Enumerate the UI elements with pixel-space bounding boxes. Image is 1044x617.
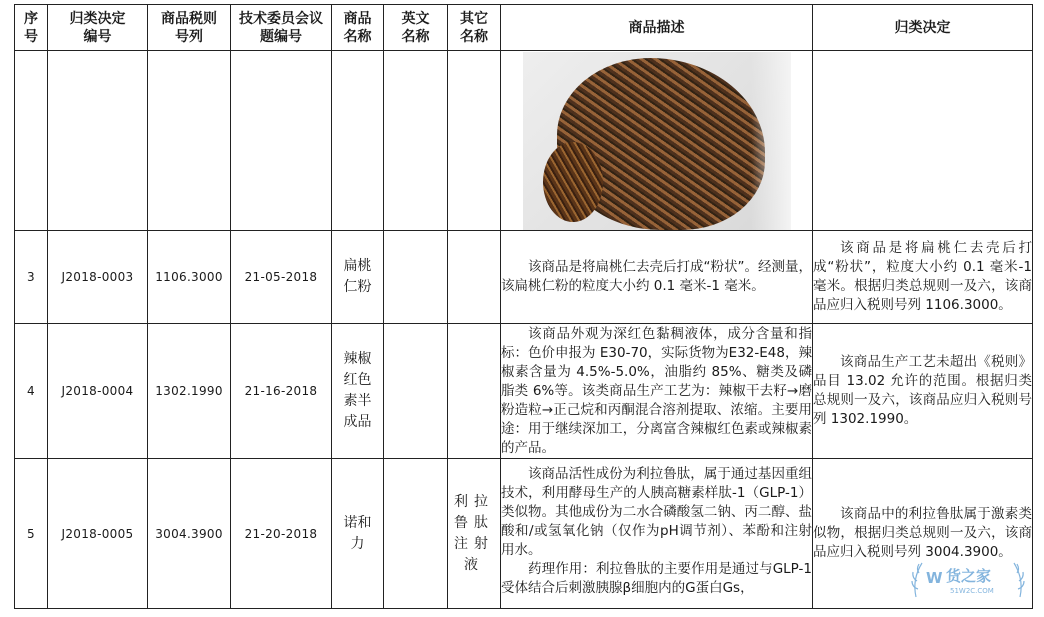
row-english bbox=[384, 324, 448, 459]
row-desc: 该商品外观为深红色黏稠液体，成分含量和指标：色价申报为 E30-70，实际货物为E32-E48，辣椒素含量为 4.5%-5.0%，油脂约 85%、糖类及磷脂类 6%等。该类商品生产工艺为：辣椒干去籽→磨粉造粒→正己烷和丙酮混合溶剂提取、浓缩。主要用途：用于继续深加工，分离富含辣椒红色素或辣椒素的产品。 bbox=[501, 325, 812, 456]
row-other: 利拉鲁肽注射液 bbox=[448, 459, 501, 609]
row-num: 5 bbox=[15, 459, 48, 609]
row-name: 辣椒红色素半成品 bbox=[332, 324, 384, 459]
header-meeting: 技术委员会议题编号 bbox=[231, 5, 332, 51]
table-row bbox=[15, 231, 1033, 324]
row-english bbox=[384, 459, 448, 609]
header-tariff: 商品税则号列 bbox=[148, 5, 231, 51]
row-english bbox=[384, 231, 448, 324]
table-row bbox=[15, 459, 1033, 609]
header-row bbox=[15, 5, 1033, 51]
row-desc: 该商品活性成份为利拉鲁肽，属于通过基因重组技术，利用酵母生产的人胰高糖素样肽-1（GLP-1）类似物。其他成份为二水合磷酸氢二钠、丙二醇、盐酸和/或氢氧化钠（仅作为pH调节剂）、苯酚和注射用水。 bbox=[501, 466, 812, 558]
table-row bbox=[15, 324, 1033, 459]
row-meeting: 21-16-2018 bbox=[231, 324, 332, 459]
table-row-image bbox=[15, 51, 1033, 231]
watermark-logo bbox=[908, 549, 1028, 609]
header-decision: 归类决定 bbox=[813, 5, 1033, 51]
row-other bbox=[448, 231, 501, 324]
row-name: 扁桃仁粉 bbox=[332, 231, 384, 324]
row-tariff: 1106.3000 bbox=[148, 231, 231, 324]
row-decision: 该商品中的利拉鲁肽属于激素类似物，根据归类总规则一及六，该商品应归入税则号列 3004.3900。 bbox=[813, 506, 1032, 560]
row-code: J2018-0004 bbox=[48, 324, 148, 459]
row-num: 4 bbox=[15, 324, 48, 459]
classification-table bbox=[14, 4, 1033, 609]
row-meeting: 21-05-2018 bbox=[231, 231, 332, 324]
watermark-w-icon: W bbox=[926, 569, 943, 587]
row-meeting: 21-20-2018 bbox=[231, 459, 332, 609]
watermark-url: 51W2C.COM bbox=[950, 587, 994, 595]
header-desc: 商品描述 bbox=[501, 5, 813, 51]
row-code: J2018-0003 bbox=[48, 231, 148, 324]
row-tariff: 1302.1990 bbox=[148, 324, 231, 459]
header-num: 序号 bbox=[15, 5, 48, 51]
row-tariff: 3004.3900 bbox=[148, 459, 231, 609]
row-desc: 该商品是将扁桃仁去壳后打成“粉状”。经测量，该扁桃仁粉的粒度大小约 0.1 毫米-1 毫米。 bbox=[501, 259, 812, 294]
row-num: 3 bbox=[15, 231, 48, 324]
header-english: 英文名称 bbox=[384, 5, 448, 51]
row-name: 诺和力 bbox=[332, 459, 384, 609]
watermark-text: 货之家 bbox=[946, 567, 992, 585]
row-decision: 该商品是将扁桃仁去壳后打成“粉状”，粒度大小约 0.1 毫米-1 毫米。根据归类总规则一及六，该商品应归入税则号列 1106.3000。 bbox=[813, 240, 1032, 313]
product-photo bbox=[523, 52, 791, 230]
row-other bbox=[448, 324, 501, 459]
header-other: 其它名称 bbox=[448, 5, 501, 51]
row-decision: 该商品生产工艺未超出《税则》品目 13.02 允许的范围。根据归类总规则一及六，该商品应归入税则号列 1302.1990。 bbox=[813, 354, 1032, 427]
header-code: 归类决定编号 bbox=[48, 5, 148, 51]
row-code: J2018-0005 bbox=[48, 459, 148, 609]
row-desc-pharmacology: 药理作用：利拉鲁肽的主要作用是通过与GLP-1受体结合后刺激胰腺β细胞内的G蛋白Gs， bbox=[501, 561, 812, 596]
header-name: 商品名称 bbox=[332, 5, 384, 51]
